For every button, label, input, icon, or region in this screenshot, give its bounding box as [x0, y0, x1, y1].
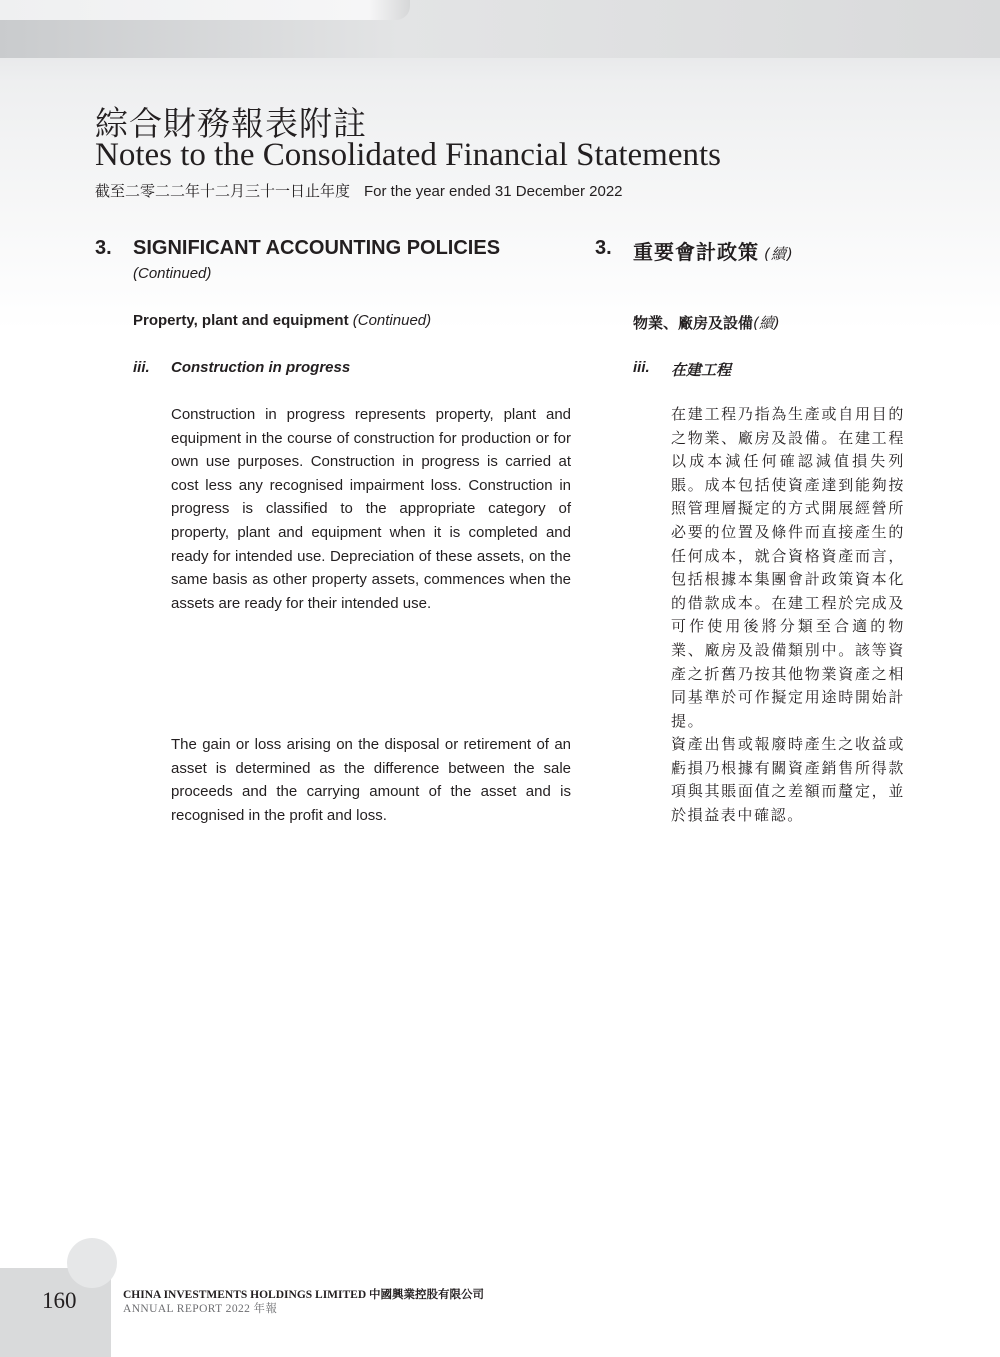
subheading-en-continued: (Continued) [352, 312, 432, 329]
footer-report-name: ANNUAL REPORT 2022 年報 [123, 1303, 278, 1315]
section-number-en: 3. [95, 237, 112, 259]
page-number: 160 [42, 1288, 77, 1313]
paragraph-en-1: Construction in progress represents property, plant and equipment in the course of construction for production or for own use purposes. Construction in progress is carried at cost less any recognised impairment loss. Construction in progress is classified to the appropriate category of property, plant and equipment when it is completed and ready for intended use. Depreciation of these assets, on the same basis as other property assets, commences when the assets are ready for their intended use. [171, 406, 571, 612]
section-number-cn: 3. [595, 237, 612, 259]
subheading-cn-continued: (續) [753, 314, 780, 332]
footer-company-name: CHINA INVESTMENTS HOLDINGS LIMITED 中國興業控股有限公司 [123, 1289, 485, 1301]
item-number-en: iii. [133, 359, 150, 376]
subheading-en-text: Property, plant and equipment [133, 312, 349, 329]
period-english: For the year ended 31 December 2022 [364, 183, 623, 200]
section-continued-cn: (續) [764, 245, 794, 263]
item-title-cn: 在建工程 [671, 361, 732, 379]
item-number-cn: iii. [633, 359, 650, 376]
footer-decorative-circle [67, 1238, 117, 1288]
header-top-strip-highlight [0, 0, 410, 20]
section-continued-en: (Continued) [133, 265, 212, 282]
subheading-en [133, 312, 431, 329]
section-title-cn [633, 236, 794, 265]
section-title-cn-text: 重要會計政策 [633, 240, 759, 264]
section-title-en: SIGNIFICANT ACCOUNTING POLICIES [133, 237, 501, 259]
subheading-cn-text: 物業、廠房及設備 [633, 314, 754, 332]
page-title-english: Notes to the Consolidated Financial Statements [95, 137, 721, 173]
subheading-cn [633, 312, 780, 333]
period-chinese: 截至二零二二年十二月三十一日止年度 [95, 183, 351, 200]
paragraph-cn-2: 資產出售或報廢時產生之收益或虧損乃根據有關資產銷售所得款項與其賬面值之差額而釐定，並於損益表中確認。 [671, 735, 905, 824]
paragraph-cn-1: 在建工程乃指為生產或自用目的之物業、廠房及設備。在建工程以成本減任何確認減值損失列賬。成本包括使資產達到能夠按照管理層擬定的方式開展經營所必要的位置及條件而直接產生的任何成本，就合資格資產而言，包括根據本集團會計政策資本化的借款成本。在建工程於完成及可作使用後將分類至合適的物業、廠房及設備類別中。該等資產之折舊乃按其他物業資產之相同基準於可作擬定用途時開始計提。 [671, 405, 905, 730]
item-title-en: Construction in progress [171, 359, 351, 376]
paragraph-en-2: The gain or loss arising on the disposal or retirement of an asset is determined as the difference between the sale proceeds and the carrying amount of the asset and is recognised in the profit and loss. [171, 736, 571, 824]
page-subtitle [95, 180, 623, 201]
page-title-chinese: 綜合財務報表附註 [95, 104, 367, 143]
